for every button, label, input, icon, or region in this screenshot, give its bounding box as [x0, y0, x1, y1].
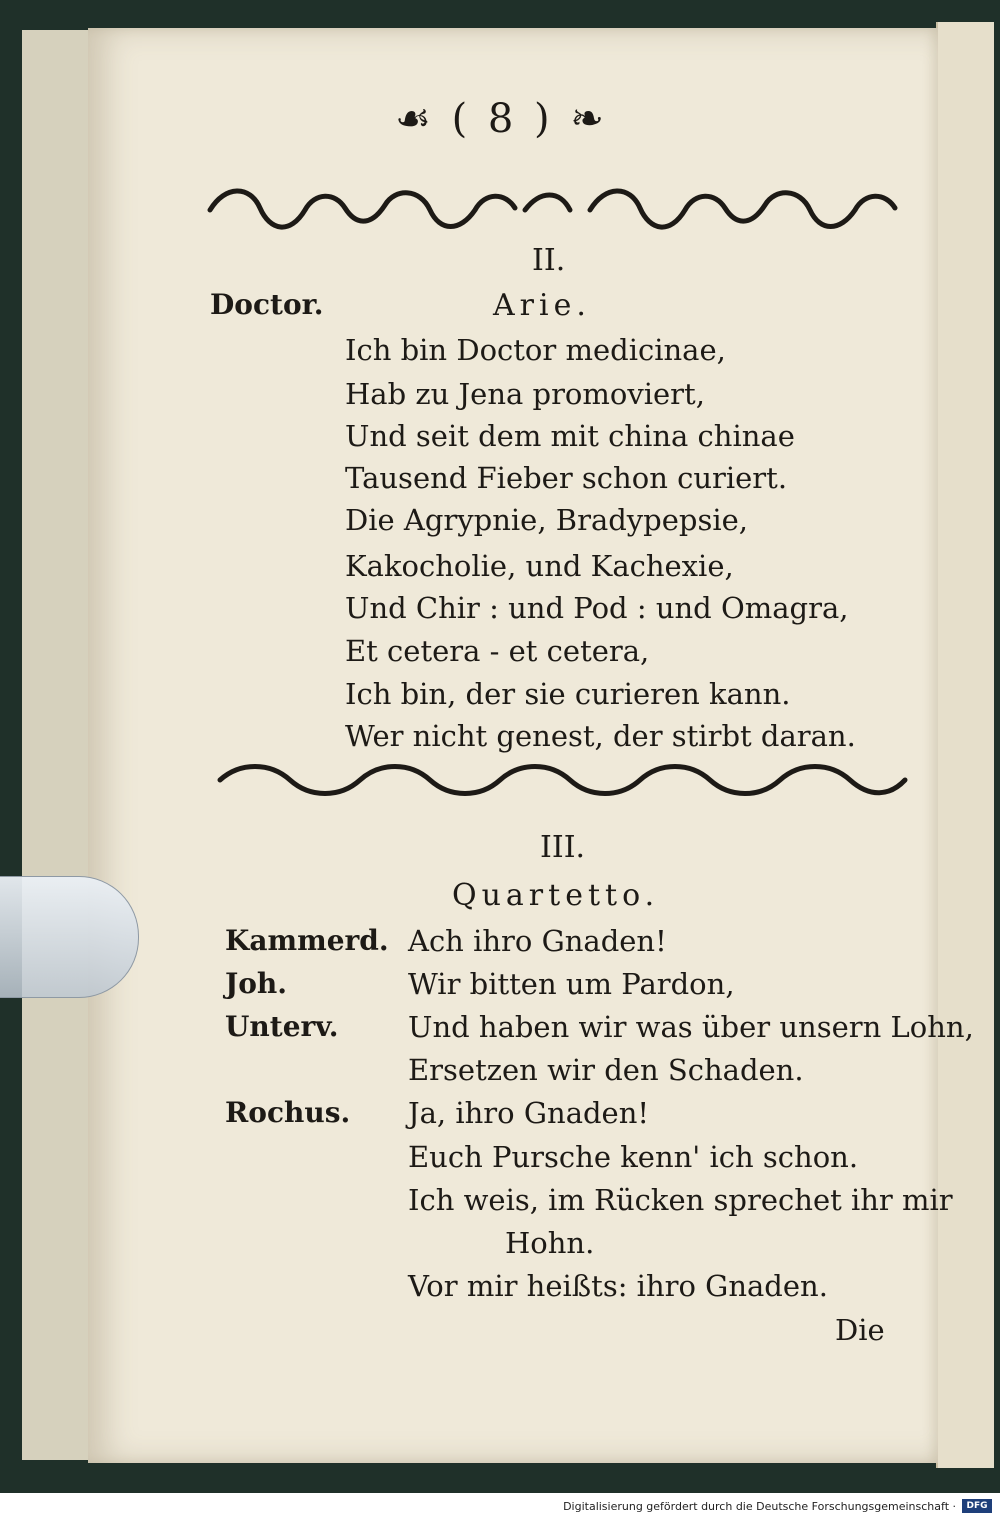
verse-line: Ich bin, der sie curieren kann.	[345, 677, 791, 711]
verse-line: Die Agrypnie, Bradypepsie,	[345, 503, 749, 537]
dialogue-line: Ja, ihro Gnaden!	[408, 1096, 650, 1130]
speaker-joh: Joh.	[225, 967, 288, 1000]
page-number-header: ☙ ( 8 ) ❧	[395, 96, 608, 142]
section-numeral-2: II.	[532, 243, 566, 278]
verse-line: Kakocholie, und Kachexie,	[345, 549, 734, 583]
verse-line: Wer nicht genest, der stirbt daran.	[345, 719, 856, 753]
dialogue-line: Wir bitten um Pardon,	[408, 967, 735, 1001]
dialogue-line: Hohn.	[505, 1226, 595, 1260]
ornament-divider-top	[205, 180, 900, 240]
dialogue-line: Ach ihro Gnaden!	[408, 924, 667, 958]
section-numeral-3: III.	[540, 830, 586, 865]
facing-page-edge	[936, 22, 994, 1468]
dialogue-line: Euch Pursche kenn' ich schon.	[408, 1140, 859, 1174]
verse-line: Et cetera - et cetera,	[345, 634, 650, 668]
dialogue-line: Und haben wir was über unsern Lohn,	[408, 1010, 974, 1044]
speaker-unterv: Unterv.	[225, 1010, 339, 1043]
speaker-kammerd: Kammerd.	[225, 924, 389, 957]
speaker-rochus: Rochus.	[225, 1096, 351, 1129]
ornament-divider-middle	[215, 760, 910, 800]
footer-credit: Digitalisierung gefördert durch die Deutsche Forschungsgemeinschaft ·	[563, 1500, 956, 1513]
verse-line: Ich bin Doctor medicinae,	[345, 333, 726, 367]
verse-line: Hab zu Jena promoviert,	[345, 377, 705, 411]
dialogue-line: Ich weis, im Rücken sprechet ihr mir	[408, 1183, 953, 1217]
verse-line: Und seit dem mit china chinae	[345, 419, 795, 453]
dialogue-line: Ersetzen wir den Schaden.	[408, 1053, 804, 1087]
footer-bar	[0, 1493, 1000, 1517]
dialogue-line: Vor mir heißts: ihro Gnaden.	[408, 1269, 828, 1303]
section-title-quartetto: Quartetto.	[452, 878, 660, 913]
verse-line: Und Chir : und Pod : und Omagra,	[345, 591, 849, 625]
section-title-arie: Arie.	[493, 288, 591, 323]
page-holder-clip	[0, 876, 139, 998]
catchword: Die	[835, 1313, 885, 1347]
dfg-logo: DFG	[962, 1499, 992, 1513]
speaker-doctor: Doctor.	[210, 288, 324, 321]
verse-line: Tausend Fieber schon curiert.	[345, 461, 788, 495]
